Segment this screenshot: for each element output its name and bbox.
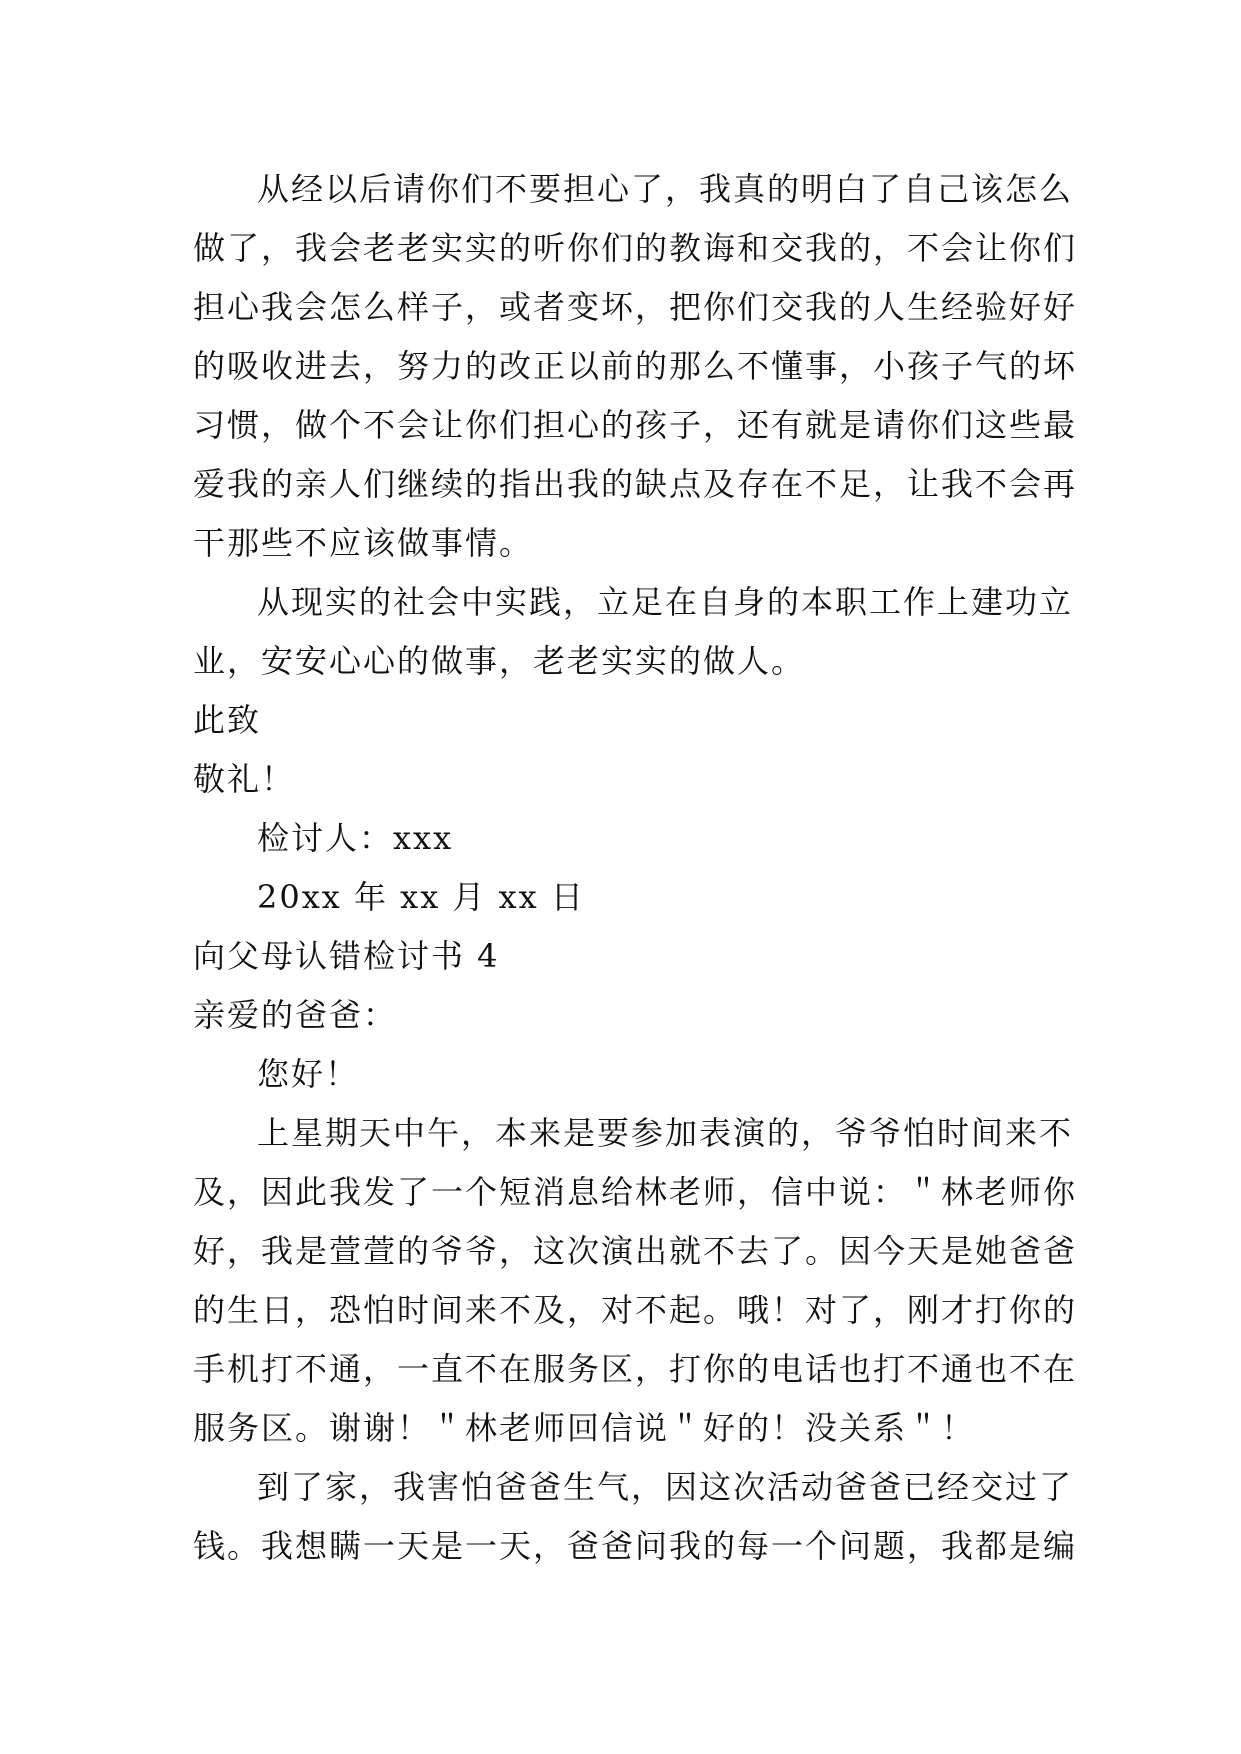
section-title: 向父母认错检讨书 4 (193, 937, 500, 975)
paragraph-line: 从经以后请你们不要担心了，我真的明白了自己该怎么 (257, 170, 1074, 208)
paragraph-line: 钱。我想瞒一天是一天，爸爸问我的每一个问题，我都是编 (193, 1527, 1078, 1565)
paragraph-line: 上星期天中午，本来是要参加表演的，爷爷怕时间来不 (257, 1114, 1074, 1152)
paragraph-line: 手机打不通，一直不在服务区，打你的电话也打不通也不在 (193, 1350, 1078, 1388)
paragraph-line: 好，我是萱萱的爷爷，这次演出就不去了。因今天是她爸爸 (193, 1232, 1078, 1270)
closing-regards: 敬礼！ (193, 760, 296, 798)
document-page (193, 160, 1078, 1576)
date: 20xx 年 xx 月 xx 日 (257, 878, 585, 916)
paragraph-line: 担心我会怎么样子，或者变坏，把你们交我的人生经验好好 (193, 288, 1078, 326)
paragraph-line: 习惯，做个不会让你们担心的孩子，还有就是请你们这些最 (193, 406, 1078, 444)
closing-salutation: 此致 (193, 701, 262, 739)
paragraph-line: 的吸收进去，努力的改正以前的那么不懂事，小孩子气的坏 (193, 347, 1078, 385)
paragraph-line: 从现实的社会中实践，立足在自身的本职工作上建功立 (257, 583, 1074, 621)
paragraph-line: 的生日，恐怕时间来不及，对不起。哦！对了，刚才打你的 (193, 1291, 1078, 1329)
salutation: 亲爱的爸爸： (193, 996, 398, 1034)
paragraph-line: 爱我的亲人们继续的指出我的缺点及存在不足，让我不会再 (193, 465, 1078, 503)
paragraph-line: 服务区。谢谢！＂林老师回信说＂好的！没关系＂！ (193, 1409, 976, 1447)
signature: 检讨人：xxx (257, 819, 454, 857)
paragraph-line: 及，因此我发了一个短消息给林老师，信中说：＂林老师你 (193, 1173, 1078, 1211)
paragraph-line: 业，安安心心的做事，老老实实的做人。 (193, 642, 806, 680)
greeting: 您好！ (257, 1055, 360, 1093)
paragraph-line: 干那些不应该做事情。 (193, 524, 534, 562)
paragraph-line: 到了家，我害怕爸爸生气，因这次活动爸爸已经交过了 (257, 1468, 1074, 1506)
paragraph-line: 做了，我会老老实实的听你们的教诲和交我的，不会让你们 (193, 229, 1078, 267)
